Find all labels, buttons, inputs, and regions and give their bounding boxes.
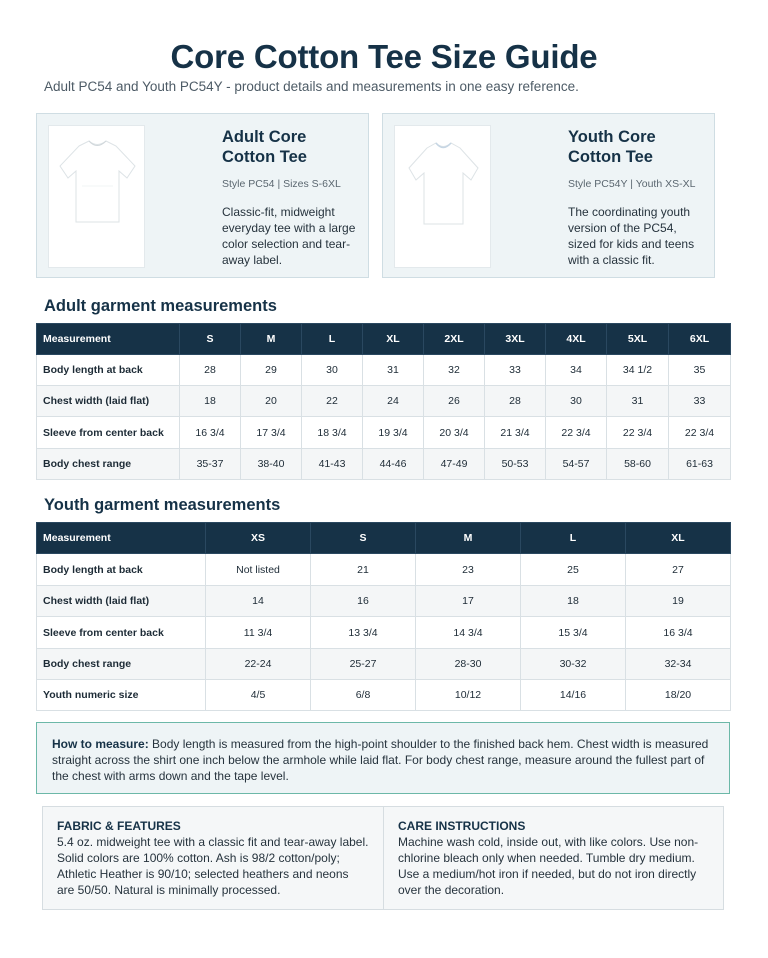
table-cell: 19 [626, 586, 731, 617]
youth-table-heading: Youth garment measurements [44, 496, 281, 514]
table-cell: 28-30 [416, 649, 521, 680]
table-cell: 6/8 [311, 680, 416, 711]
row-label: Chest width (laid flat) [37, 586, 206, 617]
adult-tshirt-image [48, 125, 145, 268]
table-cell: 22 3/4 [669, 417, 731, 449]
fabric-features-section [43, 807, 384, 909]
table-cell: 50-53 [485, 449, 546, 480]
youth-product-card [382, 113, 715, 278]
column-header: M [241, 324, 302, 355]
table-cell: 21 [311, 554, 416, 586]
table-cell: 33 [485, 355, 546, 386]
table-cell: 28 [485, 386, 546, 417]
table-cell: 18 3/4 [302, 417, 363, 449]
adult-measurements-table [36, 323, 731, 480]
table-cell: 17 3/4 [241, 417, 302, 449]
column-header: 6XL [669, 324, 731, 355]
table-cell: 14 3/4 [416, 617, 521, 649]
row-label: Youth numeric size [37, 680, 206, 711]
table-cell: 21 3/4 [485, 417, 546, 449]
table-cell: 35 [669, 355, 731, 386]
table-cell: 44-46 [363, 449, 424, 480]
table-cell: 22-24 [206, 649, 311, 680]
table-cell: 10/12 [416, 680, 521, 711]
table-cell: 4/5 [206, 680, 311, 711]
table-cell: 41-43 [302, 449, 363, 480]
table-cell: 34 1/2 [607, 355, 669, 386]
table-row [37, 449, 731, 480]
row-label: Sleeve from center back [37, 417, 180, 449]
column-header: L [521, 523, 626, 554]
table-cell: 15 3/4 [521, 617, 626, 649]
table-row [37, 680, 731, 711]
adult-table-heading: Adult garment measurements [44, 297, 277, 315]
how-to-measure-note [36, 722, 730, 794]
table-cell: 27 [626, 554, 731, 586]
adult-product-card [36, 113, 369, 278]
page-subtitle: Adult PC54 and Youth PC54Y - product details and measurements in one easy reference. [44, 79, 579, 94]
care-instructions-heading: CARE INSTRUCTIONS [398, 819, 526, 833]
row-label: Body chest range [37, 449, 180, 480]
row-label: Body length at back [37, 554, 206, 586]
fabric-features-heading: FABRIC & FEATURES [57, 819, 181, 833]
table-cell: 32-34 [626, 649, 731, 680]
youth-measurements-table [36, 522, 731, 711]
table-cell: 20 [241, 386, 302, 417]
youth-product-name: Youth Core Cotton Tee [568, 128, 656, 166]
table-cell: 24 [363, 386, 424, 417]
table-cell: 18 [521, 586, 626, 617]
table-cell: 54-57 [546, 449, 607, 480]
adult-product-description: Classic-fit, midweight everyday tee with a large color selection and tear-away label. [222, 205, 356, 267]
column-header: 4XL [546, 324, 607, 355]
youth-product-style: Style PC54Y | Youth XS-XL [568, 178, 696, 190]
product-info-panel [42, 806, 724, 910]
table-cell: 22 3/4 [546, 417, 607, 449]
table-cell: Not listed [206, 554, 311, 586]
row-label: Sleeve from center back [37, 617, 206, 649]
column-header: 3XL [485, 324, 546, 355]
table-cell: 32 [424, 355, 485, 386]
table-cell: 22 [302, 386, 363, 417]
how-to-measure-label: How to measure: [52, 737, 149, 751]
table-cell: 25 [521, 554, 626, 586]
table-row [37, 355, 731, 386]
table-cell: 34 [546, 355, 607, 386]
table-cell: 29 [241, 355, 302, 386]
row-label: Body chest range [37, 649, 206, 680]
table-cell: 19 3/4 [363, 417, 424, 449]
page-title: Core Cotton Tee Size Guide [170, 38, 598, 75]
table-cell: 18 [180, 386, 241, 417]
table-cell: 14 [206, 586, 311, 617]
adult-product-style: Style PC54 | Sizes S-6XL [222, 178, 341, 190]
column-header: 5XL [607, 324, 669, 355]
table-cell: 14/16 [521, 680, 626, 711]
table-cell: 13 3/4 [311, 617, 416, 649]
column-header: S [180, 324, 241, 355]
table-cell: 22 3/4 [607, 417, 669, 449]
white-tshirt-icon [49, 126, 146, 269]
table-cell: 16 [311, 586, 416, 617]
youth-tshirt-image [394, 125, 491, 268]
row-label: Chest width (laid flat) [37, 386, 180, 417]
column-header: Measurement [37, 324, 180, 355]
table-cell: 23 [416, 554, 521, 586]
youth-product-description: The coordinating youth version of the PC54, sized for kids and teens with a classic fit. [568, 205, 695, 267]
column-header: 2XL [424, 324, 485, 355]
table-cell: 20 3/4 [424, 417, 485, 449]
column-header: S [311, 523, 416, 554]
table-cell: 30-32 [521, 649, 626, 680]
table-cell: 30 [546, 386, 607, 417]
table-cell: 47-49 [424, 449, 485, 480]
table-cell: 25-27 [311, 649, 416, 680]
column-header: M [416, 523, 521, 554]
care-instructions-text: Machine wash cold, inside out, with like colors. Use non-chlorine bleach only when needed. Tumble dry medium. Use a medium/hot iron if needed, but do not iron directly over the decoration. [398, 835, 699, 897]
table-row [37, 554, 731, 586]
care-instructions-section [384, 807, 724, 909]
table-header-row [37, 523, 731, 554]
row-label: Body length at back [37, 355, 180, 386]
column-header: Measurement [37, 523, 206, 554]
table-cell: 31 [363, 355, 424, 386]
table-cell: 11 3/4 [206, 617, 311, 649]
table-row [37, 617, 731, 649]
column-header: L [302, 324, 363, 355]
table-cell: 38-40 [241, 449, 302, 480]
table-cell: 16 3/4 [626, 617, 731, 649]
table-row [37, 649, 731, 680]
table-cell: 30 [302, 355, 363, 386]
table-row [37, 386, 731, 417]
table-cell: 26 [424, 386, 485, 417]
table-header-row [37, 324, 731, 355]
table-row [37, 586, 731, 617]
table-cell: 58-60 [607, 449, 669, 480]
table-cell: 28 [180, 355, 241, 386]
white-tshirt-icon [395, 126, 492, 269]
adult-product-name: Adult Core Cotton Tee [222, 128, 307, 166]
fabric-features-text: 5.4 oz. midweight tee with a classic fit and tear-away label. Solid colors are 100% cotton. Ash is 98/2 cotton/poly; Athletic Heather is 90/10; selected heathers and neons are 50/50. Natural is minimally processed. [57, 835, 369, 897]
how-to-measure-text: Body length is measured from the high-point shoulder to the finished back hem. Chest width is measured straight across the shirt one inch below the armhole while laid flat. For body chest range, measure around the fullest part of the chest with arms down and the tape level. [52, 737, 709, 783]
column-header: XL [626, 523, 731, 554]
table-cell: 16 3/4 [180, 417, 241, 449]
table-row [37, 417, 731, 449]
table-cell: 35-37 [180, 449, 241, 480]
column-header: XS [206, 523, 311, 554]
table-cell: 33 [669, 386, 731, 417]
table-cell: 61-63 [669, 449, 731, 480]
column-header: XL [363, 324, 424, 355]
table-cell: 18/20 [626, 680, 731, 711]
table-cell: 31 [607, 386, 669, 417]
table-cell: 17 [416, 586, 521, 617]
